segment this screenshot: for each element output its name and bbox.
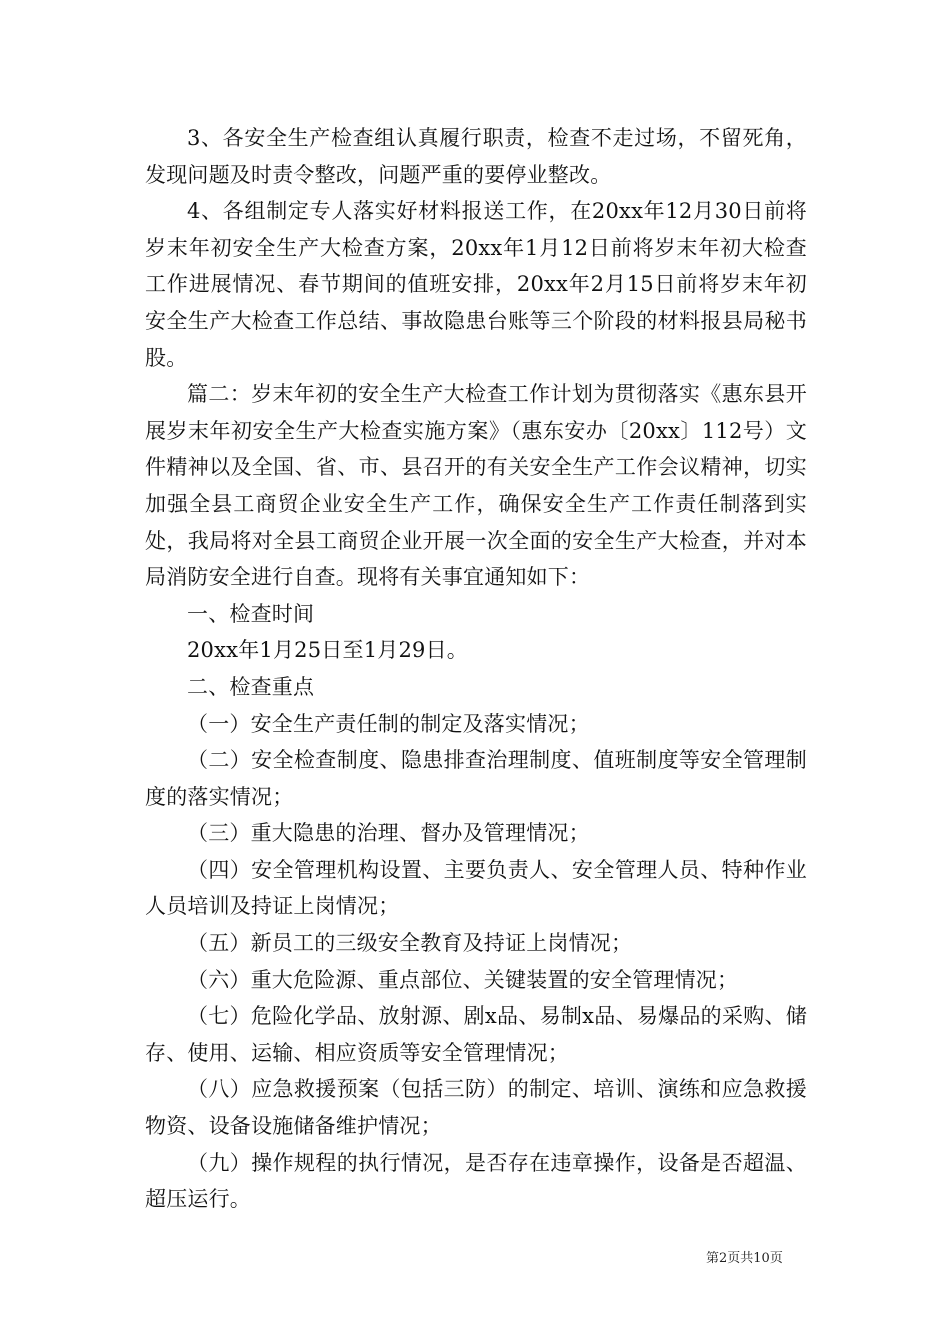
check-focus-item-1: （一）安全生产责任制的制定及落实情况； [187, 711, 590, 736]
heading-check-time: 一、检查时间 [187, 601, 315, 626]
check-focus-item-9: （九）操作规程的执行情况，是否存在违章操作，设备是否超温、超压运行。 [145, 1150, 807, 1212]
check-focus-item-3: （三）重大隐患的治理、督办及管理情况； [187, 821, 590, 846]
check-focus-item-2: （二）安全检查制度、隐患排查治理制度、值班制度等安全管理制度的落实情况； [145, 748, 807, 809]
heading-check-focus: 二、检查重点 [187, 674, 315, 699]
check-focus-item-6: （六）重大危险源、重点部位、关键装置的安全管理情况； [187, 967, 739, 992]
document-body [145, 120, 807, 1218]
check-focus-item-4: （四）安全管理机构设置、主要负责人、安全管理人员、特种作业人员培训及持证上岗情况； [145, 857, 807, 919]
section-intro-paragraph: 篇二：岁末年初的安全生产大检查工作计划为贯彻落实《惠东县开展岁末年初安全生产大检查实施方案》（惠东安办〔20xx〕112号）文件精神以及全国、省、市、县召开的有关安全生产工作会议精神，切实加强全县工商贸企业安全生产工作，确保安全生产工作责任制落到实处，我局将对全县工商贸企业开展一次全面的安全生产大检查，并对本局消防安全进行自查。现将有关事宜通知如下： [145, 382, 807, 590]
paragraph-item-3: 3、各安全生产检查组认真履行职责，检查不走过场，不留死角，发现问题及时责令整改，问题严重的要停业整改。 [145, 126, 807, 187]
page-number-footer: 第2页共10页 [706, 1251, 783, 1266]
check-time-value: 20xx年1月25日至1月29日。 [187, 638, 468, 663]
check-focus-item-8: （八）应急救援预案（包括三防）的制定、培训、演练和应急救援物资、设备设施储备维护情况； [145, 1077, 807, 1139]
check-focus-item-5: （五）新员工的三级安全教育及持证上岗情况； [187, 931, 633, 956]
check-focus-item-7: （七）危险化学品、放射源、剧x品、易制x品、易爆品的采购、储存、使用、运输、相应资质等安全管理情况； [145, 1004, 807, 1065]
paragraph-item-4: 4、各组制定专人落实好材料报送工作，在20xx年12月30日前将岁末年初安全生产大检查方案，20xx年1月12日前将岁末年初大检查工作进展情况、春节期间的值班安排，20xx年2月15日前将岁末年初安全生产大检查工作总结、事故隐患台账等三个阶段的材料报县局秘书股。 [145, 199, 807, 370]
